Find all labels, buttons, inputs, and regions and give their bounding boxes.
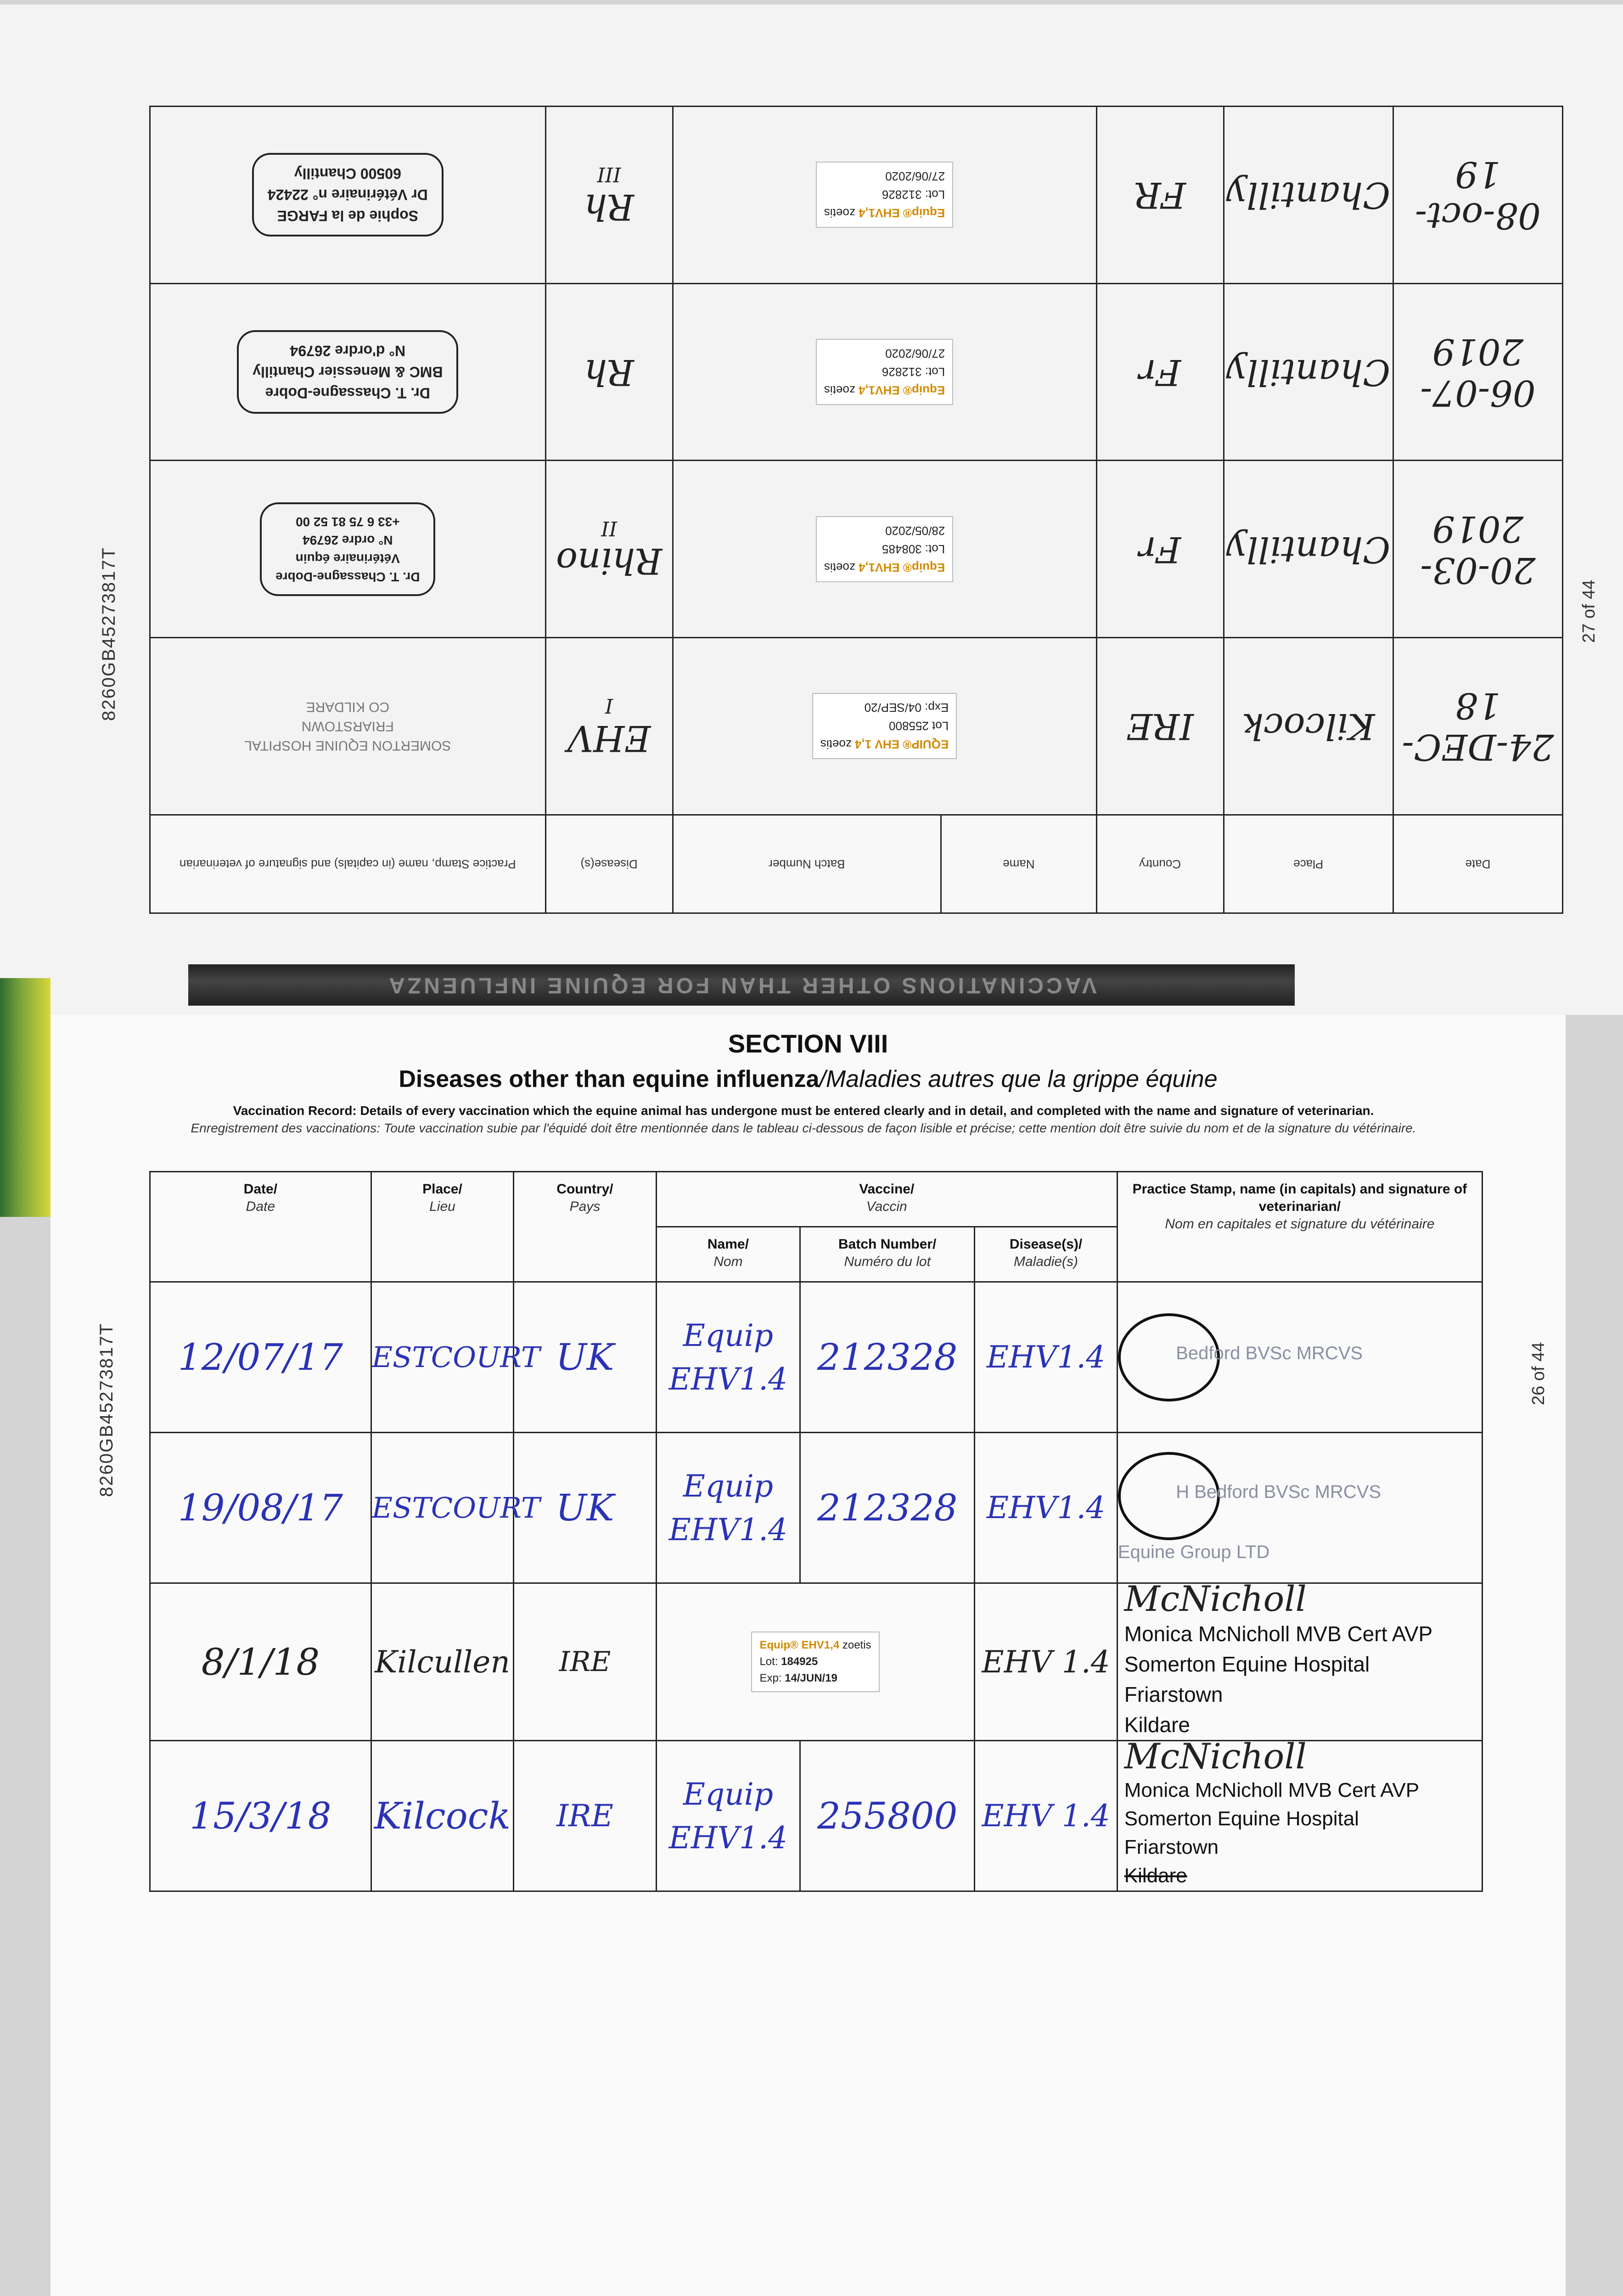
row4-batch: 255800 [817,1795,958,1837]
vaccination-record-note: Vaccination Record: Details of every vaccination which the equine animal has undergone must be entered clearly and in detail, and completed with the name and signature of veterinarian. Enregistrement des vaccinations: Toute vaccination subie par l'équidé doit être mentionnée dans le tableau ci-dessous de façon lisible et précise; cette mention doit être suivie du nom et de la signature du vétérinaire. [191,1103,1416,1135]
row4-vaccine-name: Equip EHV1.4 [668,1776,788,1856]
top-row4-disease: Rh [584,186,635,227]
row1-disease: EHV1.4 [986,1339,1106,1375]
top-row3-disease: Rh [584,351,635,393]
table-header-row [150,1172,1483,1227]
row3-vaccine-sticker: Equip® EHV1,4 zoetis Lot: 184925 Exp: 14/JUN/19 [751,1632,879,1692]
top-header-vet: Practice Stamp, name (in capitals) and signature of veterinarian [150,815,546,913]
top-header-name: Name [941,815,1096,913]
row2-vet-stamp: H Bedford BVSc MRCVS Equine Group LTD [1118,1481,1382,1562]
row4-date: 15/3/18 [190,1795,331,1837]
top-table-row [150,637,1563,815]
vaccination-table-wrap [149,1171,1483,1887]
header-vaccine-name: Name/ Nom [656,1227,800,1282]
top-row4-vet-stamp: Sophie de la FARGE Dr Vétérinaire n° 22424 60500 Chantilly [252,153,444,236]
row3-vet-signature: McNicholl [1124,1578,1307,1619]
top-row4-place: Chantilly [1226,174,1391,216]
top-row2-place: Chantilly [1226,528,1391,570]
table-row [150,1433,1483,1583]
row3-country: IRE [559,1645,611,1678]
top-row4-country: FR [1134,174,1186,216]
top-row3-vet-stamp: Dr. T. Chassagne-Dobre BMC & Menessier Chantilly N° d'ordre 26794 [237,330,458,414]
vaccination-table [149,1171,1483,1892]
top-row1-vaccine-sticker: EQUIP® EHV 1,4 zoetis Lot 255800 Exp: 04/SEP/20 [812,693,957,759]
table-row [150,1583,1483,1741]
row3-vet-block: McNicholl Monica McNicholl MVB Cert AVP Somerton Equine Hospital Friarstown Kildare [1124,1578,1433,1737]
row3-disease: EHV 1.4 [982,1644,1110,1680]
table-row [150,1282,1483,1433]
row1-country: UK [556,1336,614,1379]
row3-date: 8/1/18 [201,1640,320,1683]
header-vaccine: Vaccine/ Vaccin [656,1172,1117,1227]
bottom-page [51,1015,1566,2296]
top-row3-place: Chantilly [1226,351,1391,393]
top-row4-vaccine-sticker: Equip® EHV1,4 zoetis Lot: 312826 27/06/2020 [816,162,953,228]
header-disease: Disease(s)/ Maladie(s) [975,1227,1118,1282]
header-country: Country/ Pays [514,1172,657,1282]
row2-country: UK [556,1486,614,1529]
top-row1-note: I [605,693,613,717]
top-row2-vaccine-sticker: Equip® EHV1,4 zoetis Lot: 308485 28/05/2020 [816,516,953,582]
top-table-row [150,107,1563,284]
top-row1-date: 24-DEC-18 [1402,685,1554,768]
top-row2-date: 20-03-2019 [1420,507,1536,591]
top-row2-note: II [601,517,617,540]
row4-disease: EHV 1.4 [982,1798,1110,1834]
header-date: Date/ Date [150,1172,371,1282]
row1-date: 12/07/17 [178,1336,343,1379]
top-row1-vet-stamp: SOMERTON EQUINE HOSPITAL FRIARSTOWN CO KILDARE [244,699,451,754]
header-place: Place/ Lieu [371,1172,514,1282]
top-row2-disease: Rhino [556,540,663,582]
row1-place: ESTCOURT [371,1340,540,1374]
top-row3-date: 06-07-2019 [1420,330,1536,413]
top-row2-vet-stamp: Dr. T. Chassagne-Dobre Vétérinaire équin N° ordre 26794 +33 6 75 81 52 00 [260,502,435,596]
top-header-place: Place [1224,815,1393,913]
top-row3-country: Fr [1139,351,1181,393]
top-row4-note: III [597,162,621,186]
row4-vet-block: McNicholl Monica McNicholl MVB Cert AVP Somerton Equine Hospital Friarstown Kildare [1124,1735,1420,1887]
header-vet: Practice Stamp, name (in capitals) and signature of veterinarian/ Nom en capitales et signature du vétérinaire [1117,1172,1482,1282]
section-subtitle: Diseases other than equine influenza/Maladies autres que la grippe équine [399,1066,1218,1092]
row2-batch: 212328 [817,1486,958,1529]
top-table-row [150,461,1563,638]
top-row1-country: IRE [1126,705,1194,747]
row2-date: 19/08/17 [178,1486,343,1529]
page-number-top: 27 of 44 [1579,580,1599,643]
row4-country: IRE [556,1798,613,1834]
passport-id-bottom: 8260GB45273817T [96,1322,117,1497]
row4-place: Kilcock [374,1795,511,1837]
top-header-country: Country [1096,815,1224,913]
passport-id-top: 8260GB45273817T [99,546,119,721]
row4-vet-signature: McNicholl [1124,1735,1307,1777]
header-batch-number: Batch Number/ Numéro du lot [800,1227,975,1282]
row1-vet-stamp: Bedford BVSc MRCVS [1176,1343,1363,1363]
top-row3-vaccine-sticker: Equip® EHV1,4 zoetis Lot: 312826 27/06/2020 [816,339,953,405]
top-row1-place: Kilcock [1241,705,1375,747]
top-header-disease: Disease(s) [545,815,673,913]
top-row2-country: Fr [1139,528,1181,570]
top-page [0,5,1623,1015]
top-table-header [150,815,1563,913]
top-vaccination-table [149,106,1563,914]
top-row4-date: 08-oct-19 [1415,153,1541,236]
row2-place: ESTCOURT [371,1491,540,1525]
section-title: SECTION VIII [728,1029,888,1058]
top-page-section-strip: VACCINATIONS OTHER THAN FOR EQUINE INFLUENZA [188,964,1295,1006]
top-vaccination-table-wrap [149,106,1563,914]
row3-place: Kilcullen [375,1644,510,1680]
table-row [150,1741,1483,1891]
page-number-bottom: 26 of 44 [1529,1342,1548,1405]
top-table-row [150,283,1563,461]
row1-batch: 212328 [817,1336,958,1379]
row2-vaccine-name: Equip EHV1.4 [668,1468,788,1548]
row2-disease: EHV1.4 [986,1490,1106,1525]
row1-vaccine-name: Equip EHV1.4 [668,1317,788,1397]
top-header-batch: Batch Number [673,815,941,913]
top-row1-disease: EHV [567,717,651,759]
top-header-date: Date [1393,815,1562,913]
page-edge-tabs [0,978,51,1217]
